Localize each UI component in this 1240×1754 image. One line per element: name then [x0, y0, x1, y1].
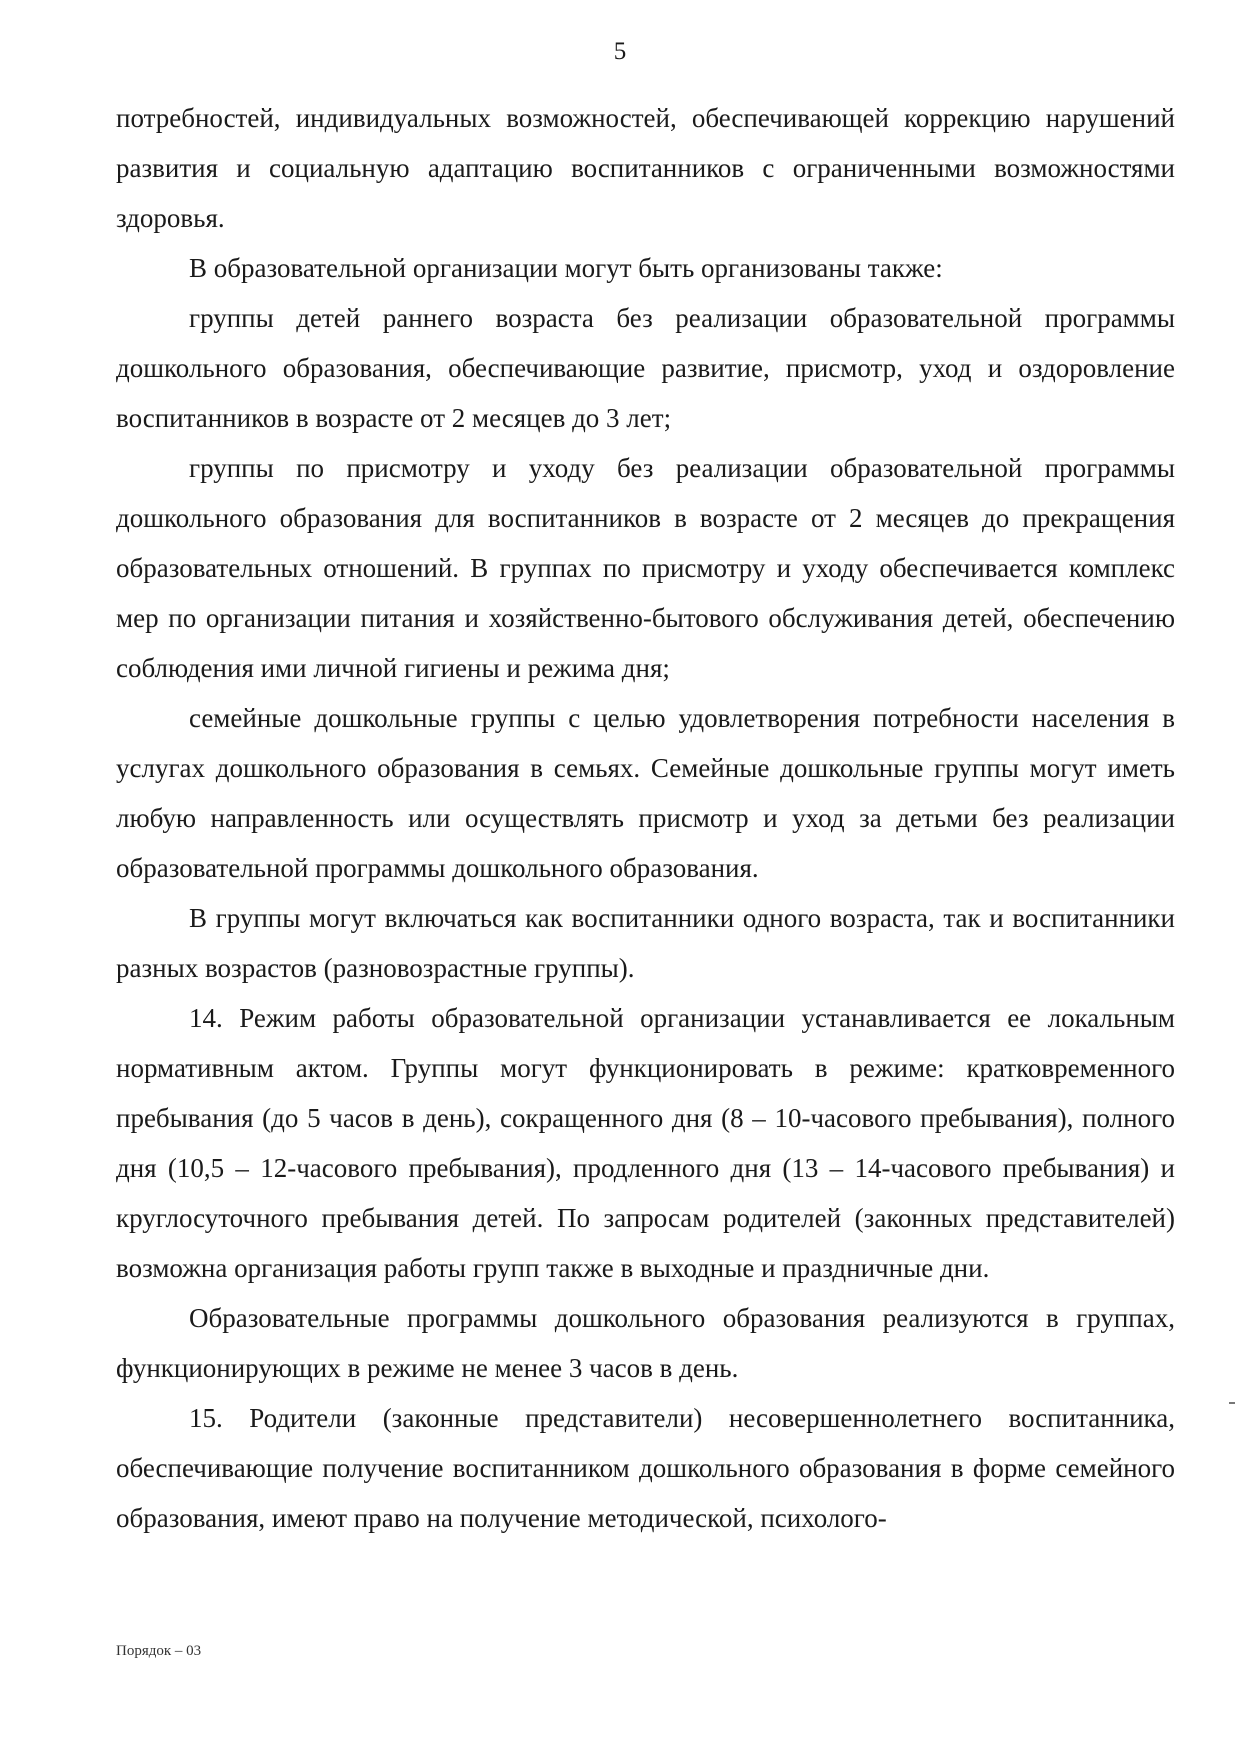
document-body	[116, 93, 1175, 1543]
paragraph-continuation: потребностей, индивидуальных возможностей, обеспечивающей коррекцию нарушений развития и социальную адаптацию воспитанников с ограниченными возможностями здоровья.	[116, 103, 1175, 233]
paragraph: семейные дошкольные группы с целью удовлетворения потребности населения в услугах дошкольного образования в семьях. Семейные дошкольные группы могут иметь любую направленность или осуществлять присмотр и уход за детьми без реализации образовательной программы дошкольного образования.	[116, 703, 1175, 883]
paragraph: группы по присмотру и уходу без реализации образовательной программы дошкольного образования для воспитанников в возрасте от 2 месяцев до прекращения образовательных отношений. В группах по присмотру и уходу обеспечивается комплекс мер по организации питания и хозяйственно-бытового обслуживания детей, обеспечению соблюдения ими личной гигиены и режима дня;	[116, 453, 1175, 683]
footer-label: Порядок – 03	[116, 1643, 202, 1659]
paragraph: В группы могут включаться как воспитанники одного возраста, так и воспитанники разных возрастов (разновозрастные группы).	[116, 903, 1175, 983]
paragraph: Образовательные программы дошкольного образования реализуются в группах, функционирующих в режиме не менее 3 часов в день.	[116, 1303, 1175, 1383]
margin-mark	[1229, 1402, 1235, 1404]
page-number: 5	[613, 38, 627, 65]
paragraph-item-14: 14. Режим работы образовательной организации устанавливается ее локальным нормативным актом. Группы могут функционировать в режиме: кратковременного пребывания (до 5 часов в день), сокращенного дня (8 – 10-часового пребывания), полного дня (10,5 – 12-часового пребывания), продленного дня (13 – 14-часового пребывания) и круглосуточного пребывания детей. По запросам родителей (законных представителей) возможна организация работы групп также в выходные и праздничные дни.	[116, 1003, 1175, 1283]
paragraph: группы детей раннего возраста без реализации образовательной программы дошкольного образования, обеспечивающие развитие, присмотр, уход и оздоровление воспитанников в возрасте от 2 месяцев до 3 лет;	[116, 303, 1175, 433]
paragraph: В образовательной организации могут быть организованы также:	[189, 253, 943, 283]
paragraph-item-15: 15. Родители (законные представители) несовершеннолетнего воспитанника, обеспечивающие получение воспитанником дошкольного образования в форме семейного образования, имеют право на получение методической, психолого-	[116, 1403, 1175, 1533]
